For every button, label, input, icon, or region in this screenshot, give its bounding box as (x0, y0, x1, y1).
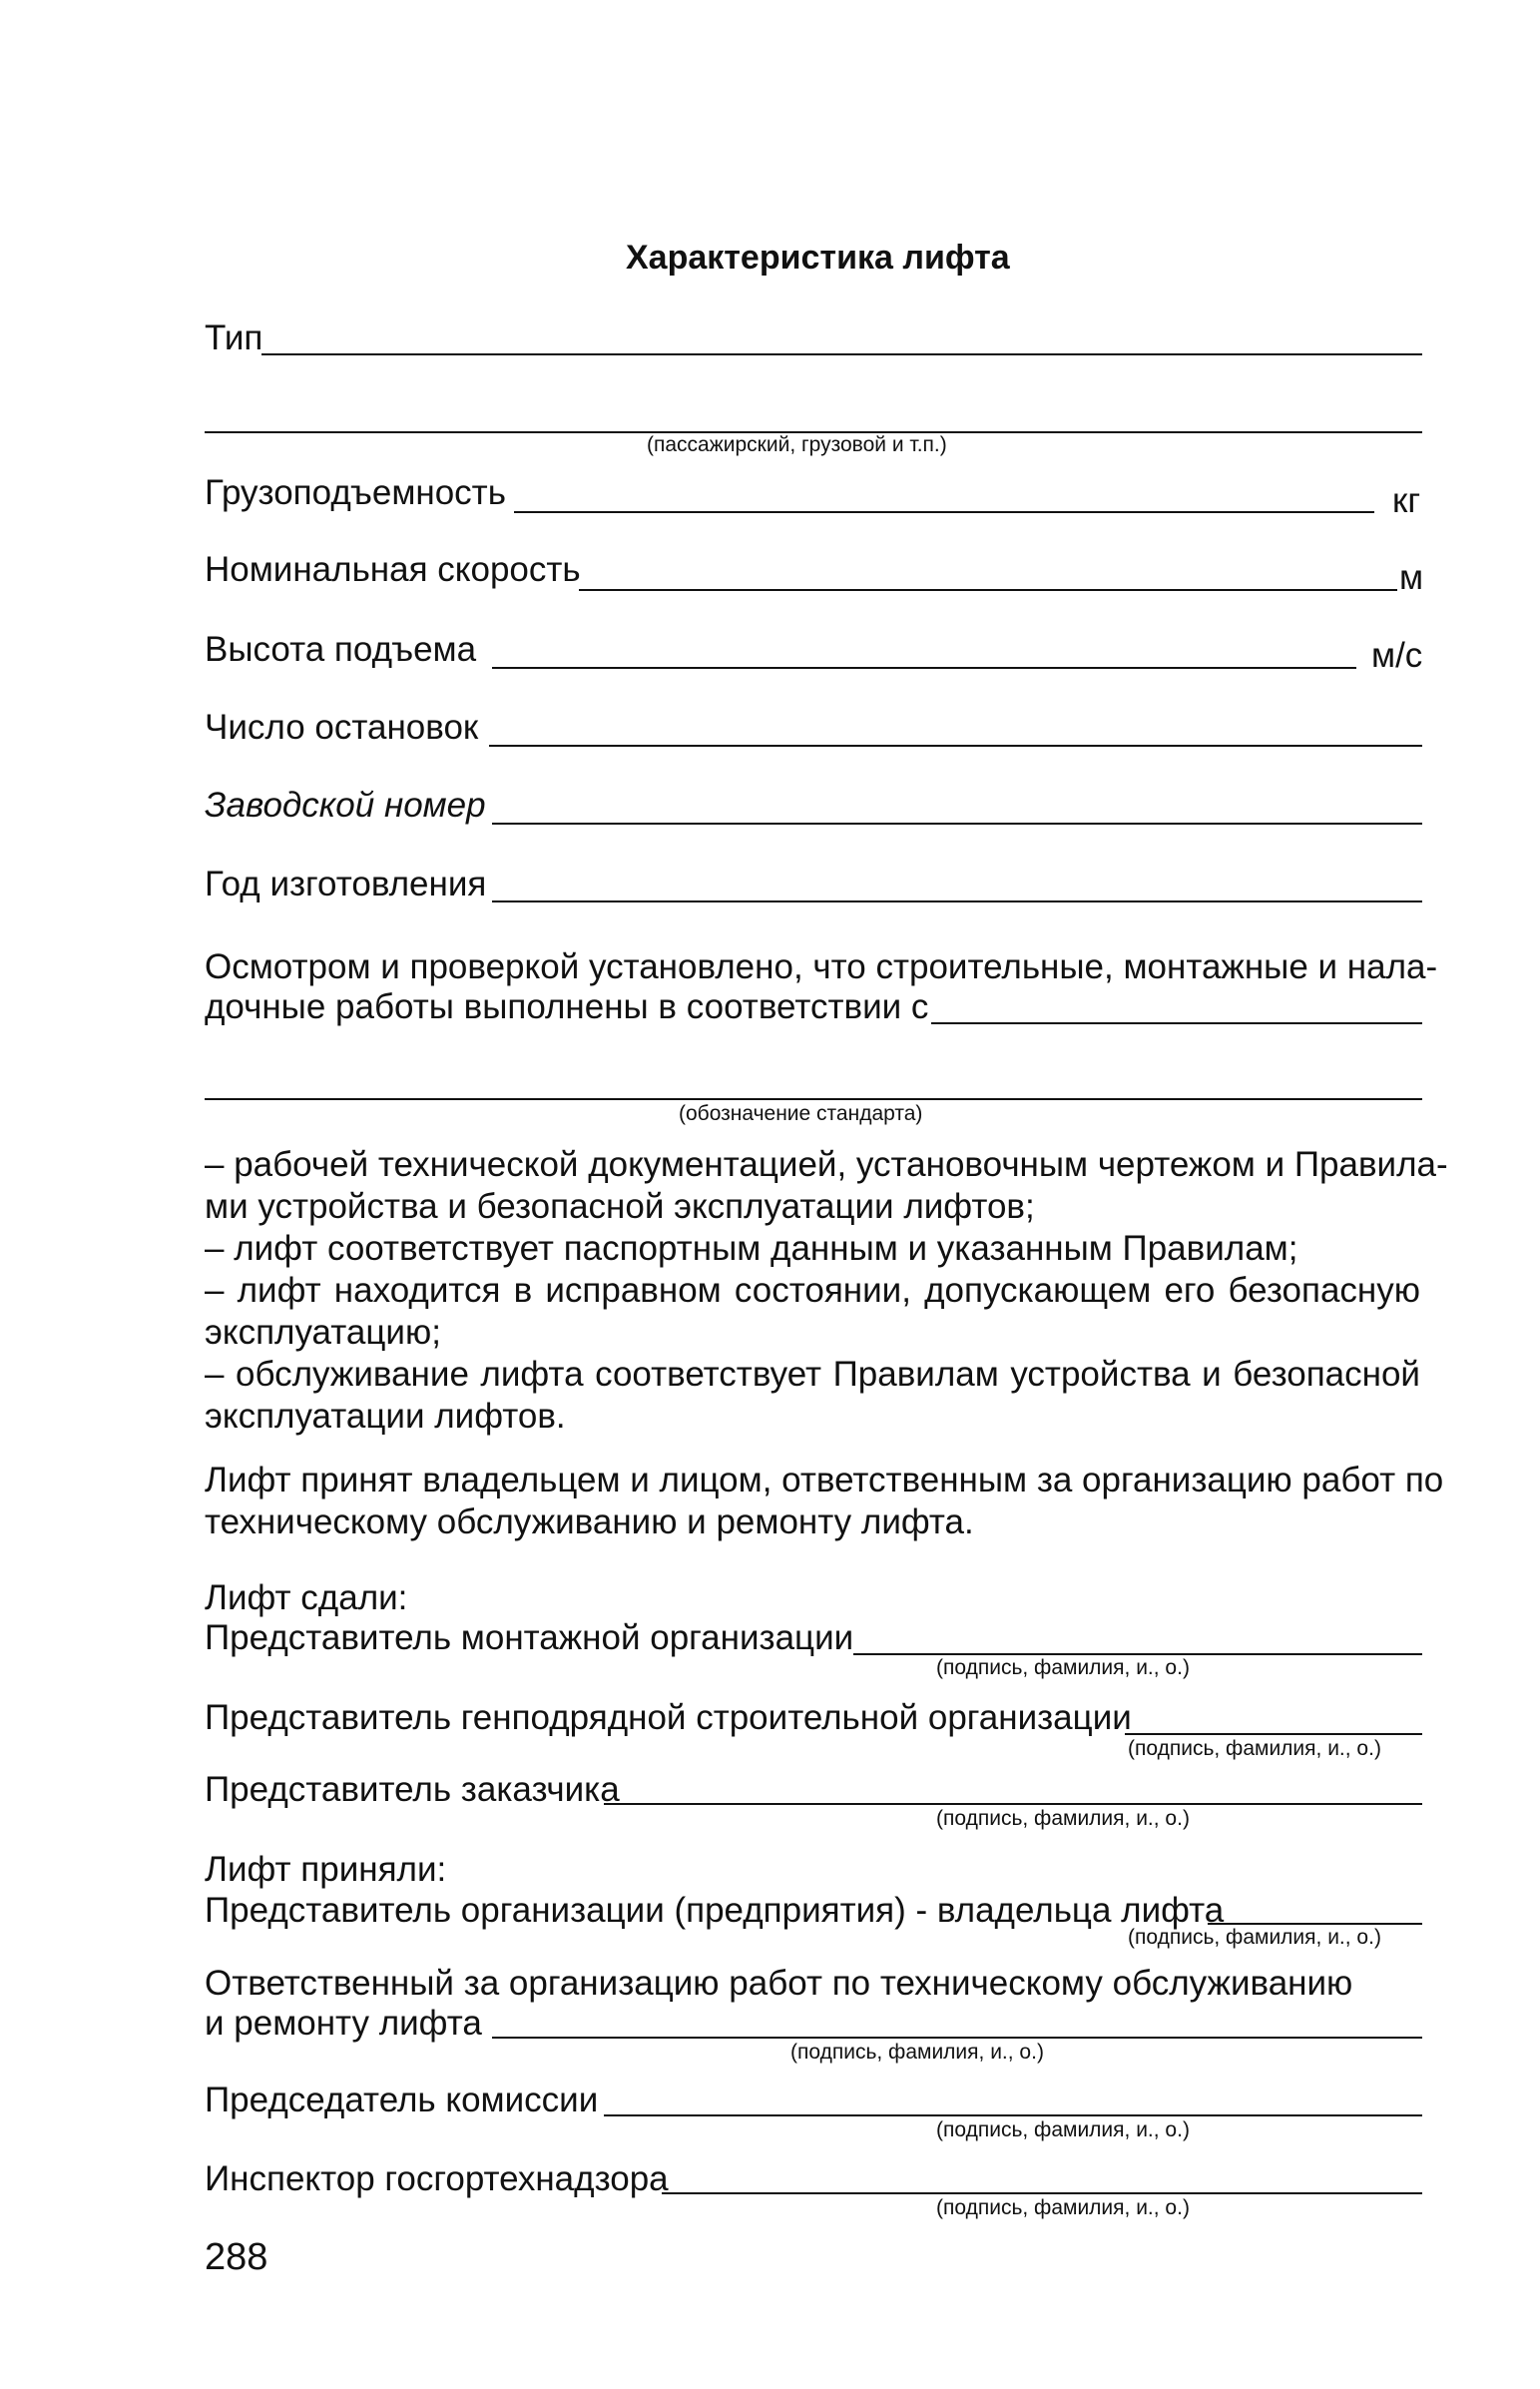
inspector-signature-line[interactable] (662, 2192, 1422, 2194)
responsible-label-2: и ремонту лифта (205, 2004, 482, 2043)
page-title: Характеристика лифта (626, 239, 1010, 277)
speed-line[interactable] (579, 589, 1397, 591)
bullet-list (205, 1144, 1448, 1438)
standard-line-2[interactable] (205, 1098, 1422, 1100)
handed-heading: Лифт сдали: (205, 1578, 408, 1617)
standard-line[interactable] (931, 1022, 1422, 1024)
speed-label: Номинальная скорость (205, 550, 581, 589)
capacity-unit: кг (1392, 481, 1421, 520)
chairman-signature-line[interactable] (604, 2114, 1422, 2116)
page-number: 288 (205, 2236, 268, 2278)
acceptance-paragraph (205, 1460, 1444, 1543)
responsible-signature-line[interactable] (492, 2037, 1422, 2039)
customer-signature-line[interactable] (604, 1803, 1422, 1805)
bullet-4-line-1: – обслуживание лифта соответствует Правилам устройства и безопасной (205, 1355, 1420, 1394)
inspection-paragraph (205, 946, 1438, 988)
capacity-line[interactable] (514, 511, 1374, 513)
bullet-1-line-1: – рабочей технической документацией, установочным чертежом и Правила- (205, 1145, 1448, 1184)
contractor-label: Представитель генподрядной строительной организации (205, 1698, 1132, 1737)
contractor-caption: (подпись, фамилия, и., о.) (1128, 1737, 1381, 1760)
chairman-label: Председатель комиссии (205, 2081, 599, 2119)
type-label: Тип (205, 318, 263, 357)
acceptance-line-1: Лифт принят владельцем и лицом, ответственным за организацию работ по (205, 1461, 1444, 1499)
serial-label: Заводской номер (205, 786, 486, 825)
inspector-caption: (подпись, фамилия, и., о.) (936, 2196, 1190, 2219)
speed-unit: м (1399, 558, 1424, 597)
bullet-1-line-2: ми устройства и безопасной эксплуатации лифтов; (205, 1187, 1035, 1226)
customer-label: Представитель заказчика (205, 1770, 620, 1809)
owner-signature-line[interactable] (1208, 1923, 1422, 1925)
customer-caption: (подпись, фамилия, и., о.) (936, 1807, 1190, 1830)
serial-line[interactable] (492, 823, 1422, 825)
type-caption: (пассажирский, грузовой и т.п.) (647, 433, 947, 456)
installer-signature-line[interactable] (853, 1653, 1422, 1655)
inspector-label: Инспектор госгортехнадзора (205, 2159, 669, 2198)
inspection-line-1: Осмотром и проверкой установлено, что строительные, монтажные и нала- (205, 947, 1438, 986)
inspection-line-2: дочные работы выполнены в соответствии с (205, 987, 929, 1026)
bullet-2: – лифт соответствует паспортным данным и указанным Правилам; (205, 1229, 1298, 1268)
standard-caption: (обозначение стандарта) (679, 1102, 923, 1125)
responsible-caption: (подпись, фамилия, и., о.) (790, 2041, 1044, 2064)
height-unit: м/с (1371, 636, 1423, 675)
type-line[interactable] (261, 353, 1422, 355)
height-label: Высота подъема (205, 630, 477, 669)
installer-caption: (подпись, фамилия, и., о.) (936, 1656, 1190, 1679)
chairman-caption: (подпись, фамилия, и., о.) (936, 2118, 1190, 2141)
height-line[interactable] (492, 667, 1356, 669)
responsible-label-1: Ответственный за организацию работ по техническому обслуживанию (205, 1964, 1353, 2003)
installer-label: Представитель монтажной организации (205, 1618, 854, 1657)
year-line[interactable] (492, 900, 1422, 902)
owner-caption: (подпись, фамилия, и., о.) (1128, 1926, 1381, 1949)
acceptance-line-2: техническому обслуживанию и ремонту лифта. (205, 1502, 974, 1541)
bullet-4-line-2: эксплуатации лифтов. (205, 1397, 566, 1436)
stops-label: Число остановок (205, 708, 479, 747)
bullet-3-line-1: – лифт находится в исправном состоянии, допускающем его безопасную (205, 1271, 1420, 1310)
stops-line[interactable] (489, 745, 1422, 747)
received-heading: Лифт приняли: (205, 1850, 447, 1889)
capacity-label: Грузоподъемность (205, 473, 506, 512)
contractor-signature-line[interactable] (1125, 1733, 1422, 1735)
year-label: Год изготовления (205, 865, 487, 903)
bullet-3-line-2: эксплуатацию; (205, 1313, 441, 1352)
owner-label: Представитель организации (предприятия) - владельца лифта (205, 1891, 1225, 1930)
